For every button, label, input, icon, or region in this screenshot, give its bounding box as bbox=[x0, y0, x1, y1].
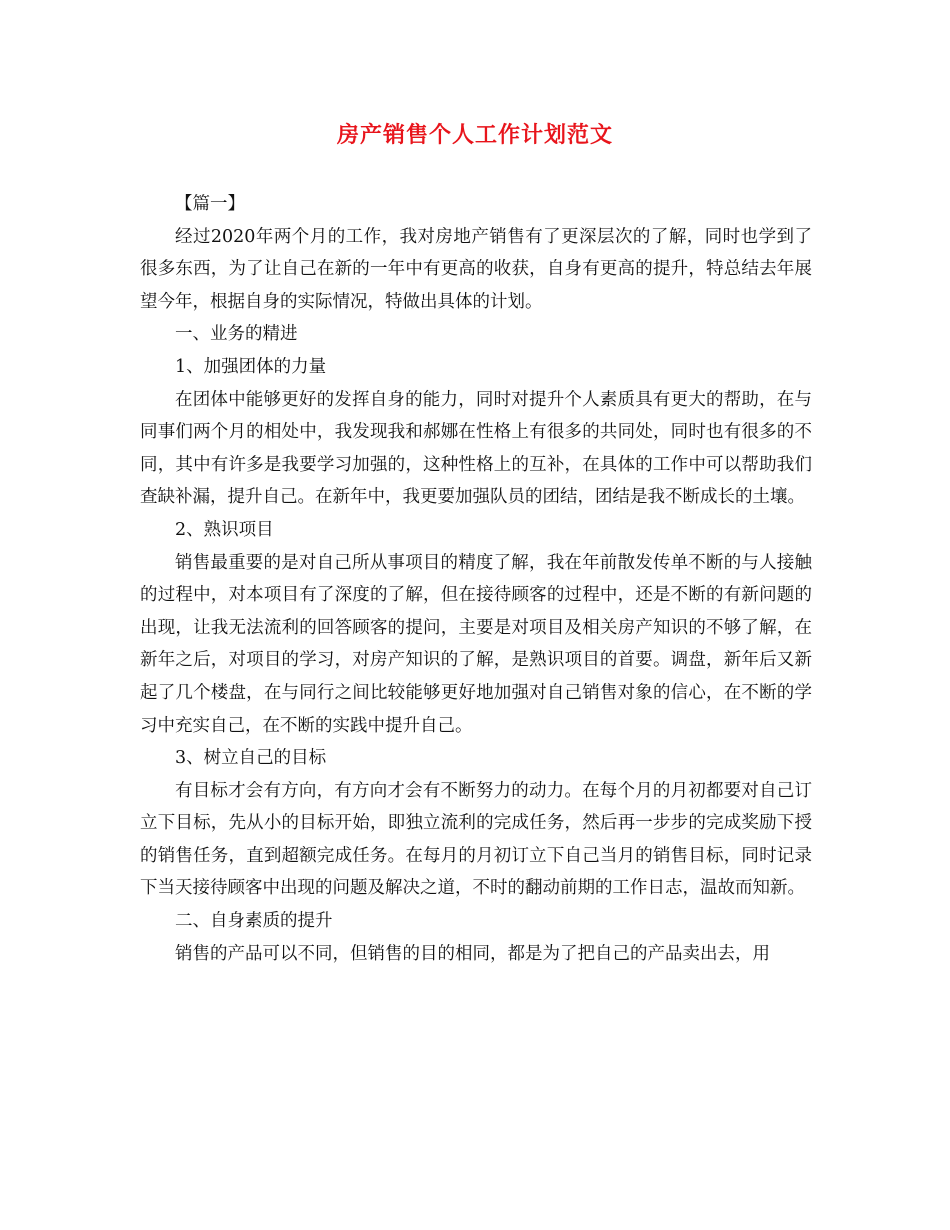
heading-self-improvement: 二、自身素质的提升 bbox=[175, 911, 333, 932]
paragraph-self-improvement: 销售的产品可以不同，但销售的目的相同，都是为了把自己的产品卖出去，用 bbox=[175, 943, 770, 964]
heading-business-improvement: 一、业务的精进 bbox=[175, 324, 298, 345]
subheading-set-goals: 3、树立自己的目标 bbox=[175, 748, 327, 769]
intro-paragraph: 经过2020年两个月的工作，我对房地产销售有了更深层次的了解，同时也学到了很多东西，为了让自己在新的一年中有更高的收获，自身有更高的提升，特总结去年展望今年，根据自身的实际情况，特做出具体的计划。 bbox=[140, 226, 812, 312]
document-title: 房产销售个人工作计划范文 bbox=[336, 122, 613, 148]
subheading-know-project: 2、熟识项目 bbox=[175, 519, 274, 540]
subheading-team-strength: 1、加强团体的力量 bbox=[175, 356, 327, 377]
document-body bbox=[140, 188, 812, 970]
paragraph-know-project: 销售最重要的是对自己所从事项目的精度了解，我在年前散发传单不断的与人接触的过程中，对本项目有了深度的了解，但在接待顾客的过程中，还是不断的有新问题的出现，让我无法流利的回答顾客的提问，主要是对项目及相关房产知识的不够了解，在新年之后，对项目的学习，对房产知识的了解，是熟识项目的首要。调盘，新年后又新起了几个楼盘，在与同行之间比较能够更好地加强对自己销售对象的信心，在不断的学习中充实自己，在不断的实践中提升自己。 bbox=[140, 552, 812, 736]
paragraph-set-goals: 有目标才会有方向，有方向才会有不断努力的动力。在每个月的月初都要对自己订立下目标，先从小的目标开始，即独立流利的完成任务，然后再一步步的完成奖励下授的销售任务，直到超额完成任务。在每月的月初订立下自己当月的销售目标，同时记录下当天接待顾客中出现的问题及解决之道，不时的翻动前期的工作日志，温故而知新。 bbox=[140, 780, 812, 899]
paragraph-team-strength: 在团体中能够更好的发挥自身的能力，同时对提升个人素质具有更大的帮助，在与同事们两个月的相处中，我发现我和郝娜在性格上有很多的共同处，同时也有很多的不同，其中有许多是我要学习加强的，这种性格上的互补，在具体的工作中可以帮助我们查缺补漏，提升自己。在新年中，我更要加强队员的团结，团结是我不断成长的土壤。 bbox=[140, 389, 812, 508]
section-heading-part-one: 【篇一】 bbox=[175, 194, 245, 214]
